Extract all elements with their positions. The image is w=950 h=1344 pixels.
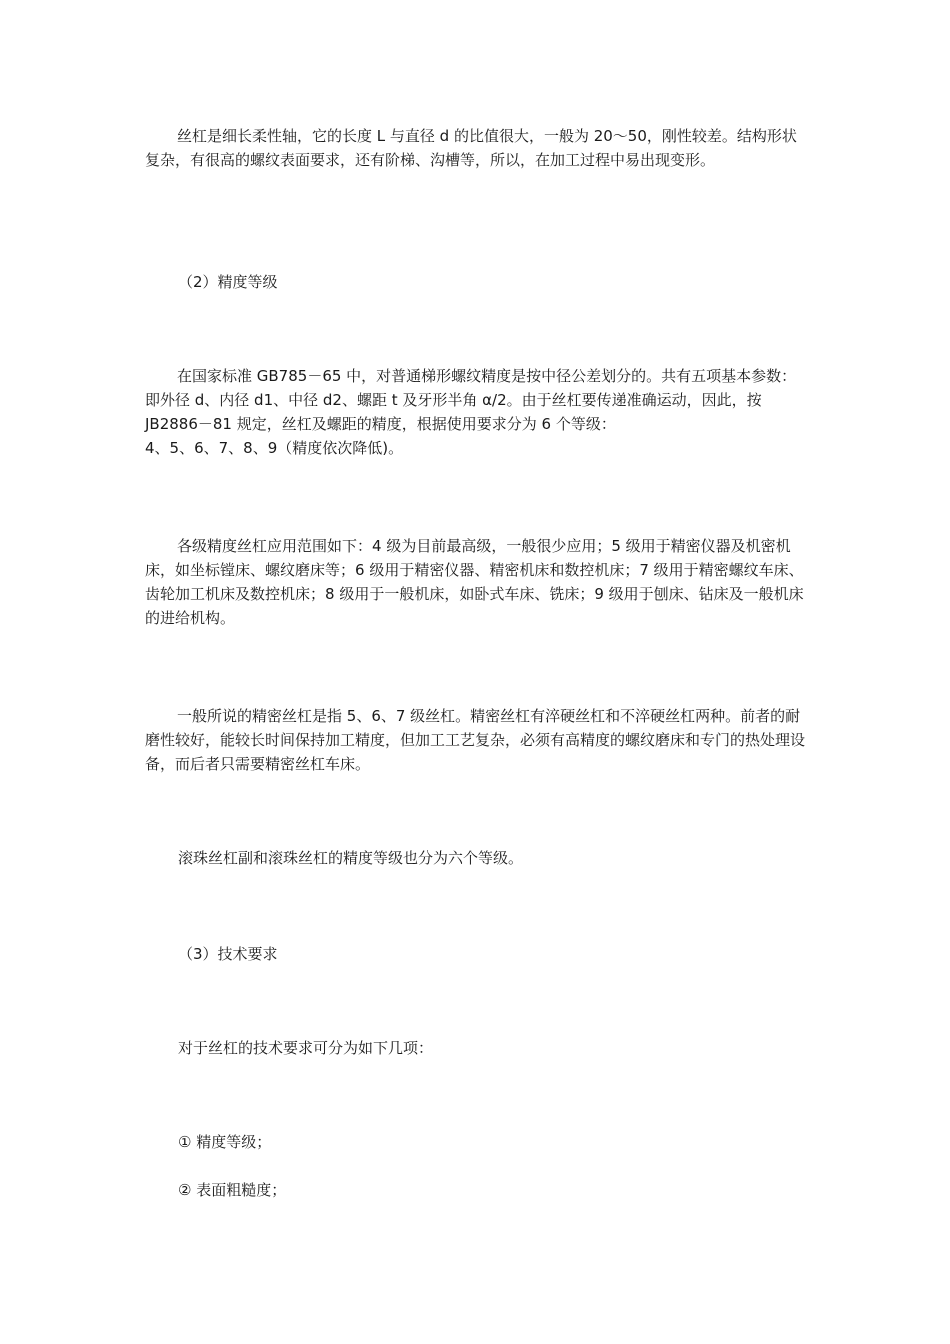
paragraph-grade-applications: 各级精度丝杠应用范围如下：4 级为目前最高级，一般很少应用；5 级用于精密仪器及机密机床，如坐标镗床、螺纹磨床等；6 级用于精密仪器、精密机床和数控机床；7 级用于精密螺纹车床、齿轮加工机床及数控机床；8 级用于一般机床，如卧式车床、铣床；9 级用于刨床、钻床及一般机床的进给机构。	[145, 537, 804, 627]
paragraph-spindle-intro: 丝杠是细长柔性轴，它的长度 L 与直径 d 的比值很大，一般为 20～50，刚性较差。结构形状复杂，有很高的螺纹表面要求，还有阶梯、沟槽等，所以，在加工过程中易出现变形。	[145, 127, 797, 169]
paragraph-ball-screw: 滚珠丝杠副和滚珠丝杠的精度等级也分为六个等级。	[178, 849, 524, 867]
list-item-precision-grade: ① 精度等级；	[178, 1133, 272, 1151]
section-heading-technical-requirements: （3）技术要求	[178, 945, 278, 963]
paragraph-grade-list: 4、5、6、7、8、9（精度依次降低)。	[145, 439, 404, 457]
paragraph-precision-spindle: 一般所说的精密丝杠是指 5、6、7 级丝杠。精密丝杠有淬硬丝杠和不淬硬丝杠两种。前者的耐磨性较好，能较长时间保持加工精度，但加工工艺复杂，必须有高精度的螺纹磨床和专门的热处理设备，而后者只需要精密丝杠车床。	[145, 707, 806, 773]
section-heading-precision-grade: （2）精度等级	[178, 273, 278, 291]
paragraph-requirements-intro: 对于丝杠的技术要求可分为如下几项：	[178, 1039, 434, 1057]
list-item-surface-roughness: ② 表面粗糙度；	[178, 1181, 287, 1199]
paragraph-national-standard: 在国家标准 GB785－65 中，对普通梯形螺纹精度是按中径公差划分的。共有五项基本参数：即外径 d、内径 d1、中径 d2、螺距 t 及牙形半角 α/2。由于丝杠要传递准确运动，因此，按 JB2886－81 规定，丝杠及螺距的精度，根据使用要求分为 6 个等级：	[145, 367, 797, 433]
